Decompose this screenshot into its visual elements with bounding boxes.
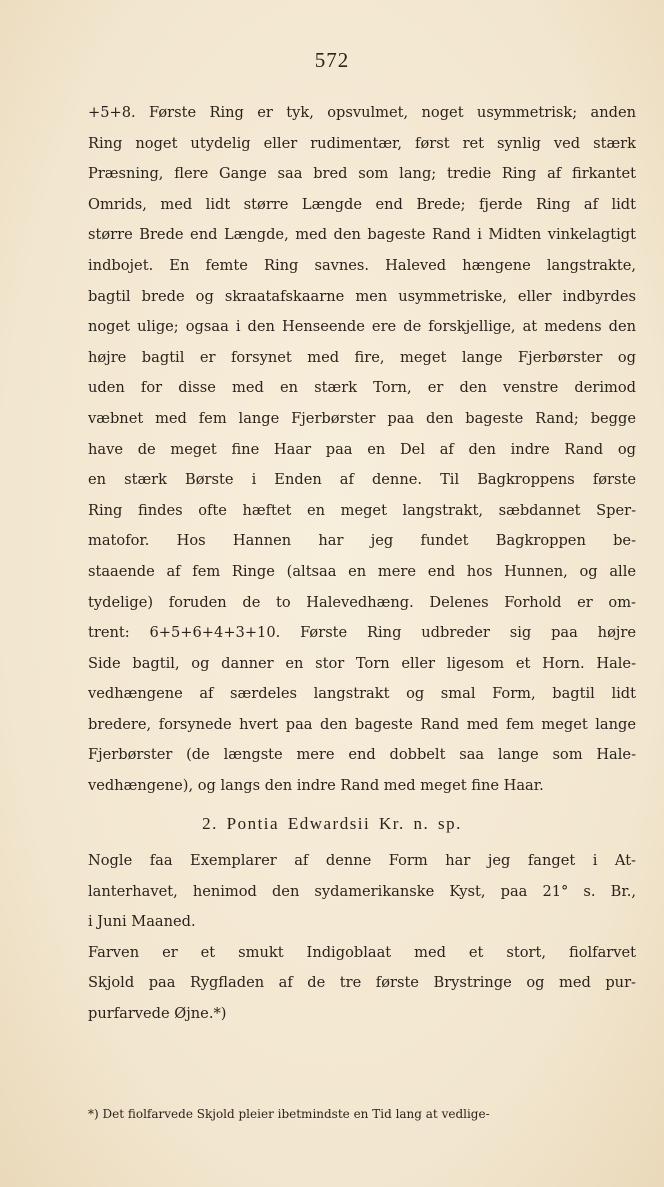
text-line: en stærk Børste i Enden af denne. Til Bagkroppens første [88, 471, 636, 489]
text-line: i Juni Maaned. [88, 913, 196, 931]
text-line: bredere, forsynede hvert paa den bageste Rand med fem meget lange [88, 715, 636, 733]
text-line: Ring findes ofte hæftet en meget langstrakt, sæbdannet Sper- [88, 501, 636, 519]
text-line: Skjold paa Rygfladen af de tre første Brystringe og med pur- [88, 974, 636, 992]
text-line: væbnet med fem lange Fjerbørster paa den bageste Rand; begge [88, 409, 636, 427]
text-line: noget ulige; ogsaa i den Henseende ere de forskjellige, at medens den [88, 318, 636, 336]
text-line: Omrids, med lidt større Længde end Brede; fjerde Ring af lidt [88, 195, 636, 213]
text-line: tydelige) foruden de to Halevedhæng. Delenes Forhold er om- [88, 593, 636, 611]
text-line: Ring noget utydelig eller rudimentær, først ret synlig ved stærk [88, 134, 636, 152]
text-line: +5+8. Første Ring er tyk, opsvulmet, noget usymmetrisk; anden [88, 104, 636, 121]
text-line: trent: 6+5+6+4+3+10. Første Ring udbreder sig paa højre [88, 624, 636, 642]
text-line: Nogle faa Exemplarer af denne Form har jeg fanget i At- [88, 852, 636, 869]
paragraph-1 [88, 98, 636, 802]
text-line: matofor. Hos Hannen har jeg fundet Bagkroppen be- [88, 532, 636, 550]
paragraph-2 [88, 846, 636, 1030]
footnote: *) Det fiolfarvede Skjold pleier ibetmindste en Tid lang at vedlige- [88, 1107, 490, 1121]
text-line: indbojet. En femte Ring savnes. Haleved hængene langstrakte, [88, 256, 636, 274]
text-line: Præsning, flere Gange saa bred som lang; tredie Ring af firkantet [88, 165, 636, 183]
text-line: vedhængene), og langs den indre Rand med meget fine Haar. [88, 777, 544, 795]
text-line: staaende af fem Ringe (altsaa en mere end hos Hunnen, og alle [88, 562, 636, 580]
text-line: vedhængene af særdeles langstrakt og smal Form, bagtil lidt [88, 685, 636, 703]
text-line: have de meget fine Haar paa en Del af den indre Rand og [88, 440, 636, 458]
text-line: uden for disse med en stærk Torn, er den venstre derimod [88, 379, 636, 397]
text-line: bagtil brede og skraatafskaarne men usymmetriske, eller indbyrdes [88, 287, 636, 305]
text-line: Fjerbørster (de længste mere end dobbelt saa lange som Hale- [88, 746, 636, 764]
text-line: højre bagtil er forsynet med fire, meget lange Fjerbørster og [88, 348, 636, 366]
text-line: større Brede end Længde, med den bageste Rand i Midten vinkelagtigt [88, 226, 636, 244]
section-heading: 2. Pontia Edwardsii Kr. n. sp. [202, 814, 462, 833]
text-line: purfarvede Øjne.*) [88, 1004, 227, 1022]
text-line: Side bagtil, og danner en stor Torn eller ligesom et Horn. Hale- [88, 654, 636, 672]
text-line: lanterhavet, henimod den sydamerikanske Kyst, paa 21° s. Br., [88, 882, 636, 900]
page-number: 572 [314, 48, 350, 72]
text-line: Farven er et smukt Indigoblaat med et stort, fiolfarvet [88, 943, 636, 961]
